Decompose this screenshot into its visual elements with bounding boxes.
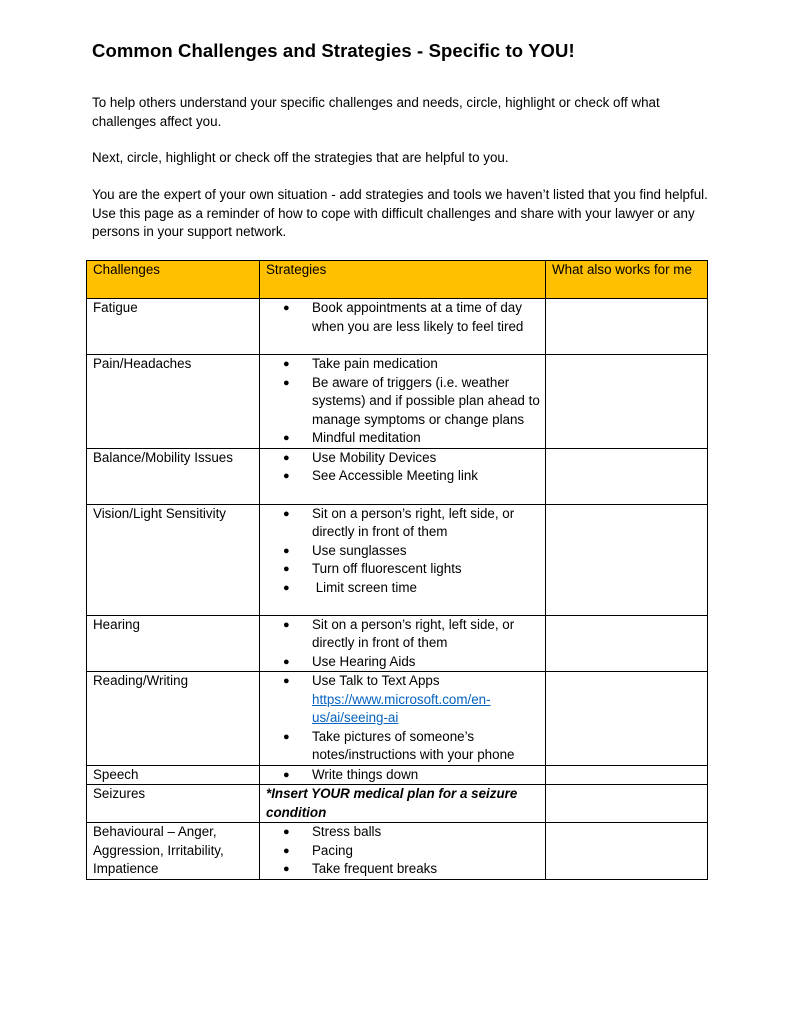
challenge-cell: Vision/Light Sensitivity (87, 504, 260, 615)
bullet-icon: ● (283, 581, 290, 594)
table-row (87, 355, 708, 449)
strategy-item: ● Take frequent breaks (266, 860, 540, 879)
strategies-cell (260, 615, 546, 672)
strategy-item: ● Use Hearing Aids (266, 653, 540, 672)
challenge-cell: Fatigue (87, 299, 260, 355)
bullet-icon: ● (283, 844, 290, 857)
intro-paragraph-1: To help others understand your specific challenges and needs, circle, highlight or check off what challenges affect you. (92, 95, 660, 129)
table-row (87, 765, 708, 785)
strategy-item: ● Mindful meditation (266, 429, 540, 448)
table-row (87, 785, 708, 823)
table-header-row (87, 261, 708, 299)
bullet-icon: ● (283, 376, 290, 389)
table-row (87, 615, 708, 672)
strategies-cell (260, 785, 546, 823)
what-also-works-cell[interactable] (546, 448, 708, 504)
strategy-item: ● Limit screen time (266, 579, 540, 598)
bullet-icon: ● (283, 470, 290, 482)
what-also-works-cell[interactable] (546, 765, 708, 785)
strategy-item: ● See Accessible Meeting link (266, 467, 540, 486)
what-also-works-cell[interactable] (546, 672, 708, 766)
bullet-icon: ● (283, 826, 290, 838)
header-challenges: Challenges (87, 261, 260, 299)
intro-paragraph-3: You are the expert of your own situation - add strategies and tools we haven’t listed that you find helpful. Use this page as a reminder of how to cope with difficult challenges and share with your lawyer or any persons in your support network. (92, 187, 708, 239)
challenge-cell: Reading/Writing (87, 672, 260, 766)
bullet-icon: ● (283, 563, 290, 575)
bullet-icon: ● (283, 358, 290, 370)
bullet-icon: ● (283, 863, 290, 875)
strategy-item: ● Sit on a person’s right, left side, or directly in front of them (283, 616, 515, 650)
challenge-cell: Speech (87, 765, 260, 785)
intro-paragraph-2: Next, circle, highlight or check off the strategies that are helpful to you. (92, 150, 509, 165)
what-also-works-cell[interactable] (546, 299, 708, 355)
bullet-icon: ● (283, 507, 290, 520)
seizure-plan-note: *Insert YOUR medical plan for a seizure condition (266, 786, 518, 820)
strategies-cell (260, 504, 546, 615)
strategy-item: ● Write things down (266, 766, 540, 785)
strategies-cell (260, 448, 546, 504)
strategy-item: ● Use Mobility Devices (266, 449, 540, 468)
strategy-item: ● Stress balls (266, 823, 540, 842)
seeing-ai-link[interactable]: https://www.microsoft.com/en-us/ai/seeing-ai (312, 691, 491, 725)
table-row (87, 299, 708, 355)
challenge-cell: Balance/Mobility Issues (87, 448, 260, 504)
header-what-also-works: What also works for me (546, 261, 708, 299)
bullet-icon: ● (283, 655, 290, 668)
challenge-cell: Hearing (87, 615, 260, 672)
what-also-works-cell[interactable] (546, 615, 708, 672)
strategy-item: ● Use Talk to Text Apps https://www.microsoft.com/en-us/ai/seeing-ai (283, 673, 491, 725)
bullet-icon: ● (283, 768, 290, 781)
strategy-item: ● Be aware of triggers (i.e. weather systems) and if possible plan ahead to manage symptoms or change plans (283, 374, 540, 427)
strategy-item: ● Take pain medication (266, 355, 540, 374)
bullet-icon: ● (283, 544, 290, 557)
bullet-icon: ● (283, 730, 290, 743)
strategies-cell (260, 355, 546, 449)
strategies-cell (260, 672, 546, 766)
bullet-icon: ● (283, 675, 290, 687)
what-also-works-cell[interactable] (546, 355, 708, 449)
strategy-item: ● Use sunglasses (266, 542, 540, 561)
table-row (87, 448, 708, 504)
challenge-cell: Pain/Headaches (87, 355, 260, 449)
strategies-cell (260, 823, 546, 880)
table-row (87, 504, 708, 615)
bullet-icon: ● (283, 618, 290, 631)
bullet-icon: ● (283, 432, 290, 444)
strategy-item: ● Book appointments at a time of day when you are less likely to feel tired (283, 300, 524, 334)
table-row (87, 672, 708, 766)
strategy-item: ● Turn off fluorescent lights (266, 560, 540, 579)
table-row (87, 823, 708, 880)
what-also-works-cell[interactable] (546, 823, 708, 880)
strategies-cell (260, 299, 546, 355)
page-title: Common Challenges and Strategies - Specific to YOU! (92, 40, 575, 61)
challenges-table (86, 260, 708, 880)
challenge-cell: Seizures (87, 785, 260, 823)
bullet-icon: ● (283, 451, 290, 464)
strategy-item: ● Sit on a person’s right, left side, or directly in front of them (283, 505, 515, 539)
challenge-cell: Behavioural – Anger, Aggression, Irritability, Impatience (87, 823, 260, 880)
strategy-item: ● Pacing (266, 842, 540, 861)
header-strategies: Strategies (260, 261, 546, 299)
strategies-cell (260, 765, 546, 785)
what-also-works-cell[interactable] (546, 504, 708, 615)
strategy-item: ● Take pictures of someone’s notes/instructions with your phone (283, 728, 515, 762)
bullet-icon: ● (283, 302, 290, 314)
what-also-works-cell[interactable] (546, 785, 708, 823)
